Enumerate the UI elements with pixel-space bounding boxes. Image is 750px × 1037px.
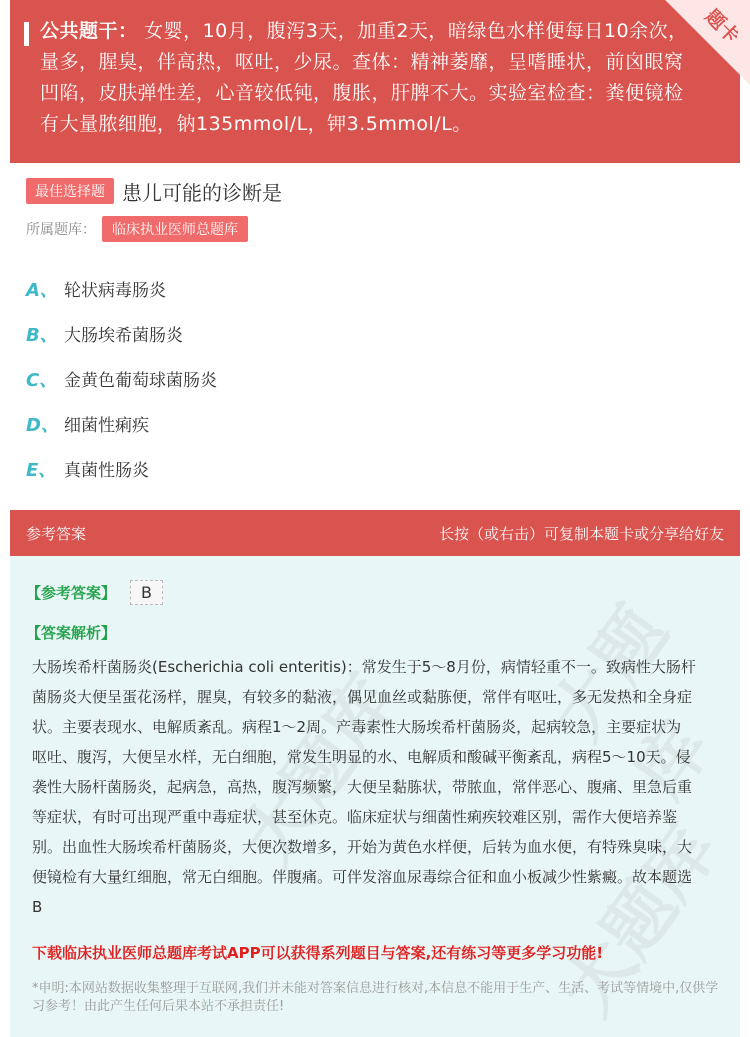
watermark-text: 大题库 (535, 592, 726, 813)
watermark-text: 大题库 (225, 660, 414, 880)
bank-label: 所属题库： (26, 222, 96, 238)
stem-text-block (40, 16, 700, 140)
option-key: B、 (26, 324, 58, 346)
option-key: D、 (26, 414, 59, 436)
reference-answer-row (26, 580, 163, 605)
corner-label: 题卡 (700, 5, 744, 48)
stem-text: 女婴，10月，腹泻3天，加重2天，暗绿色水样便每日10余次，量多，腥臭，伴高热，呕吐，少尿。查体：精神萎靡，呈嗜睡状，前囟眼窝凹陷，皮肤弹性差，心音较低钝，腹胀，肝脾不大。实验室检查：粪便镜检有大量脓细胞，钠135mmol/L，钾3.5mmol/L。 (40, 20, 688, 135)
question-title: 患儿可能的诊断是 (122, 180, 282, 205)
option-text: 金黄色葡萄球菌肠炎 (64, 371, 217, 391)
bank-name-tag[interactable]: 临床执业医师总题库 (102, 216, 248, 242)
option-text: 细菌性痢疾 (64, 416, 149, 436)
option-key: E、 (26, 459, 57, 481)
question-stem-panel (10, 0, 740, 163)
option-text: 真菌性肠炎 (64, 461, 149, 481)
option-key: C、 (26, 369, 58, 391)
option-e[interactable] (26, 446, 217, 491)
option-d[interactable] (26, 401, 217, 446)
option-c[interactable] (26, 356, 217, 401)
option-b[interactable] (26, 311, 217, 356)
analysis-label: 【答案解析】 (26, 624, 117, 642)
question-bank-line (26, 216, 248, 242)
card-corner-badge (664, 0, 750, 86)
options-list (26, 266, 217, 491)
reference-answer-label: 【参考答案】 (26, 584, 117, 602)
stem-accent-bar (24, 22, 29, 46)
disclaimer-text: *申明:本网站数据收集整理于互联网,我们并未能对答案信息进行核对,本信息不能用于生产、生活、考试等情境中,仅供学习参考！由此产生任何后果本站不承担责任! (32, 981, 719, 1014)
share-hint: 长按（或右击）可复制本题卡或分享给好友 (438, 524, 724, 543)
option-key: A、 (26, 279, 58, 301)
question-line (26, 176, 282, 206)
question-type-tag: 最佳选择题 (26, 178, 114, 204)
stem-label: 公共题干： (40, 20, 138, 42)
analysis-text: 大肠埃希杆菌肠炎(Escherichia coli enteritis)：常发生于5～8月份，病情轻重不一。致病性大肠杆菌肠炎大便呈蛋花汤样，腥臭，有较多的黏液，偶见血丝或黏胨便，常伴有呕吐，多无发热和全身症状。主要表现水、电解质紊乱。病程1～2周。产毒素性大肠埃希杆菌肠炎，起病较急，主要症状为呕吐、腹泻，大便呈水样，无白细胞，常发生明显的水、电解质和酸碱平衡紊乱，病程5～10天。侵袭性大肠杆菌肠炎，起病急，高热，腹泻频繁，大便呈黏胨状，带脓血，常伴恶心、腹痛、里急后重等症状，有时可出现严重中毒症状，甚至休克。临床症状与细菌性痢疾较难区别，需作大便培养鉴别。出血性大肠埃希杆菌肠炎，大便次数增多，开始为黄色水样便，后转为血水便，有特殊臭味，大便镜检有大量红细胞，常无白细胞。伴腹痛。可伴发溶血尿毒综合征和血小板减少性紫癜。故本题选B (32, 658, 696, 916)
app-download-promo[interactable]: 下载临床执业医师总题库考试APP可以获得系列题目与答案,还有练习等更多学习功能! (32, 944, 604, 962)
answer-header-title: 参考答案 (26, 524, 87, 543)
reference-answer-value: B (130, 580, 163, 605)
option-a[interactable] (26, 266, 217, 311)
option-text: 轮状病毒肠炎 (64, 281, 166, 301)
answer-header-bar (10, 510, 740, 556)
option-text: 大肠埃希菌肠炎 (64, 326, 183, 346)
watermark-text: 大题库 (545, 810, 734, 1030)
